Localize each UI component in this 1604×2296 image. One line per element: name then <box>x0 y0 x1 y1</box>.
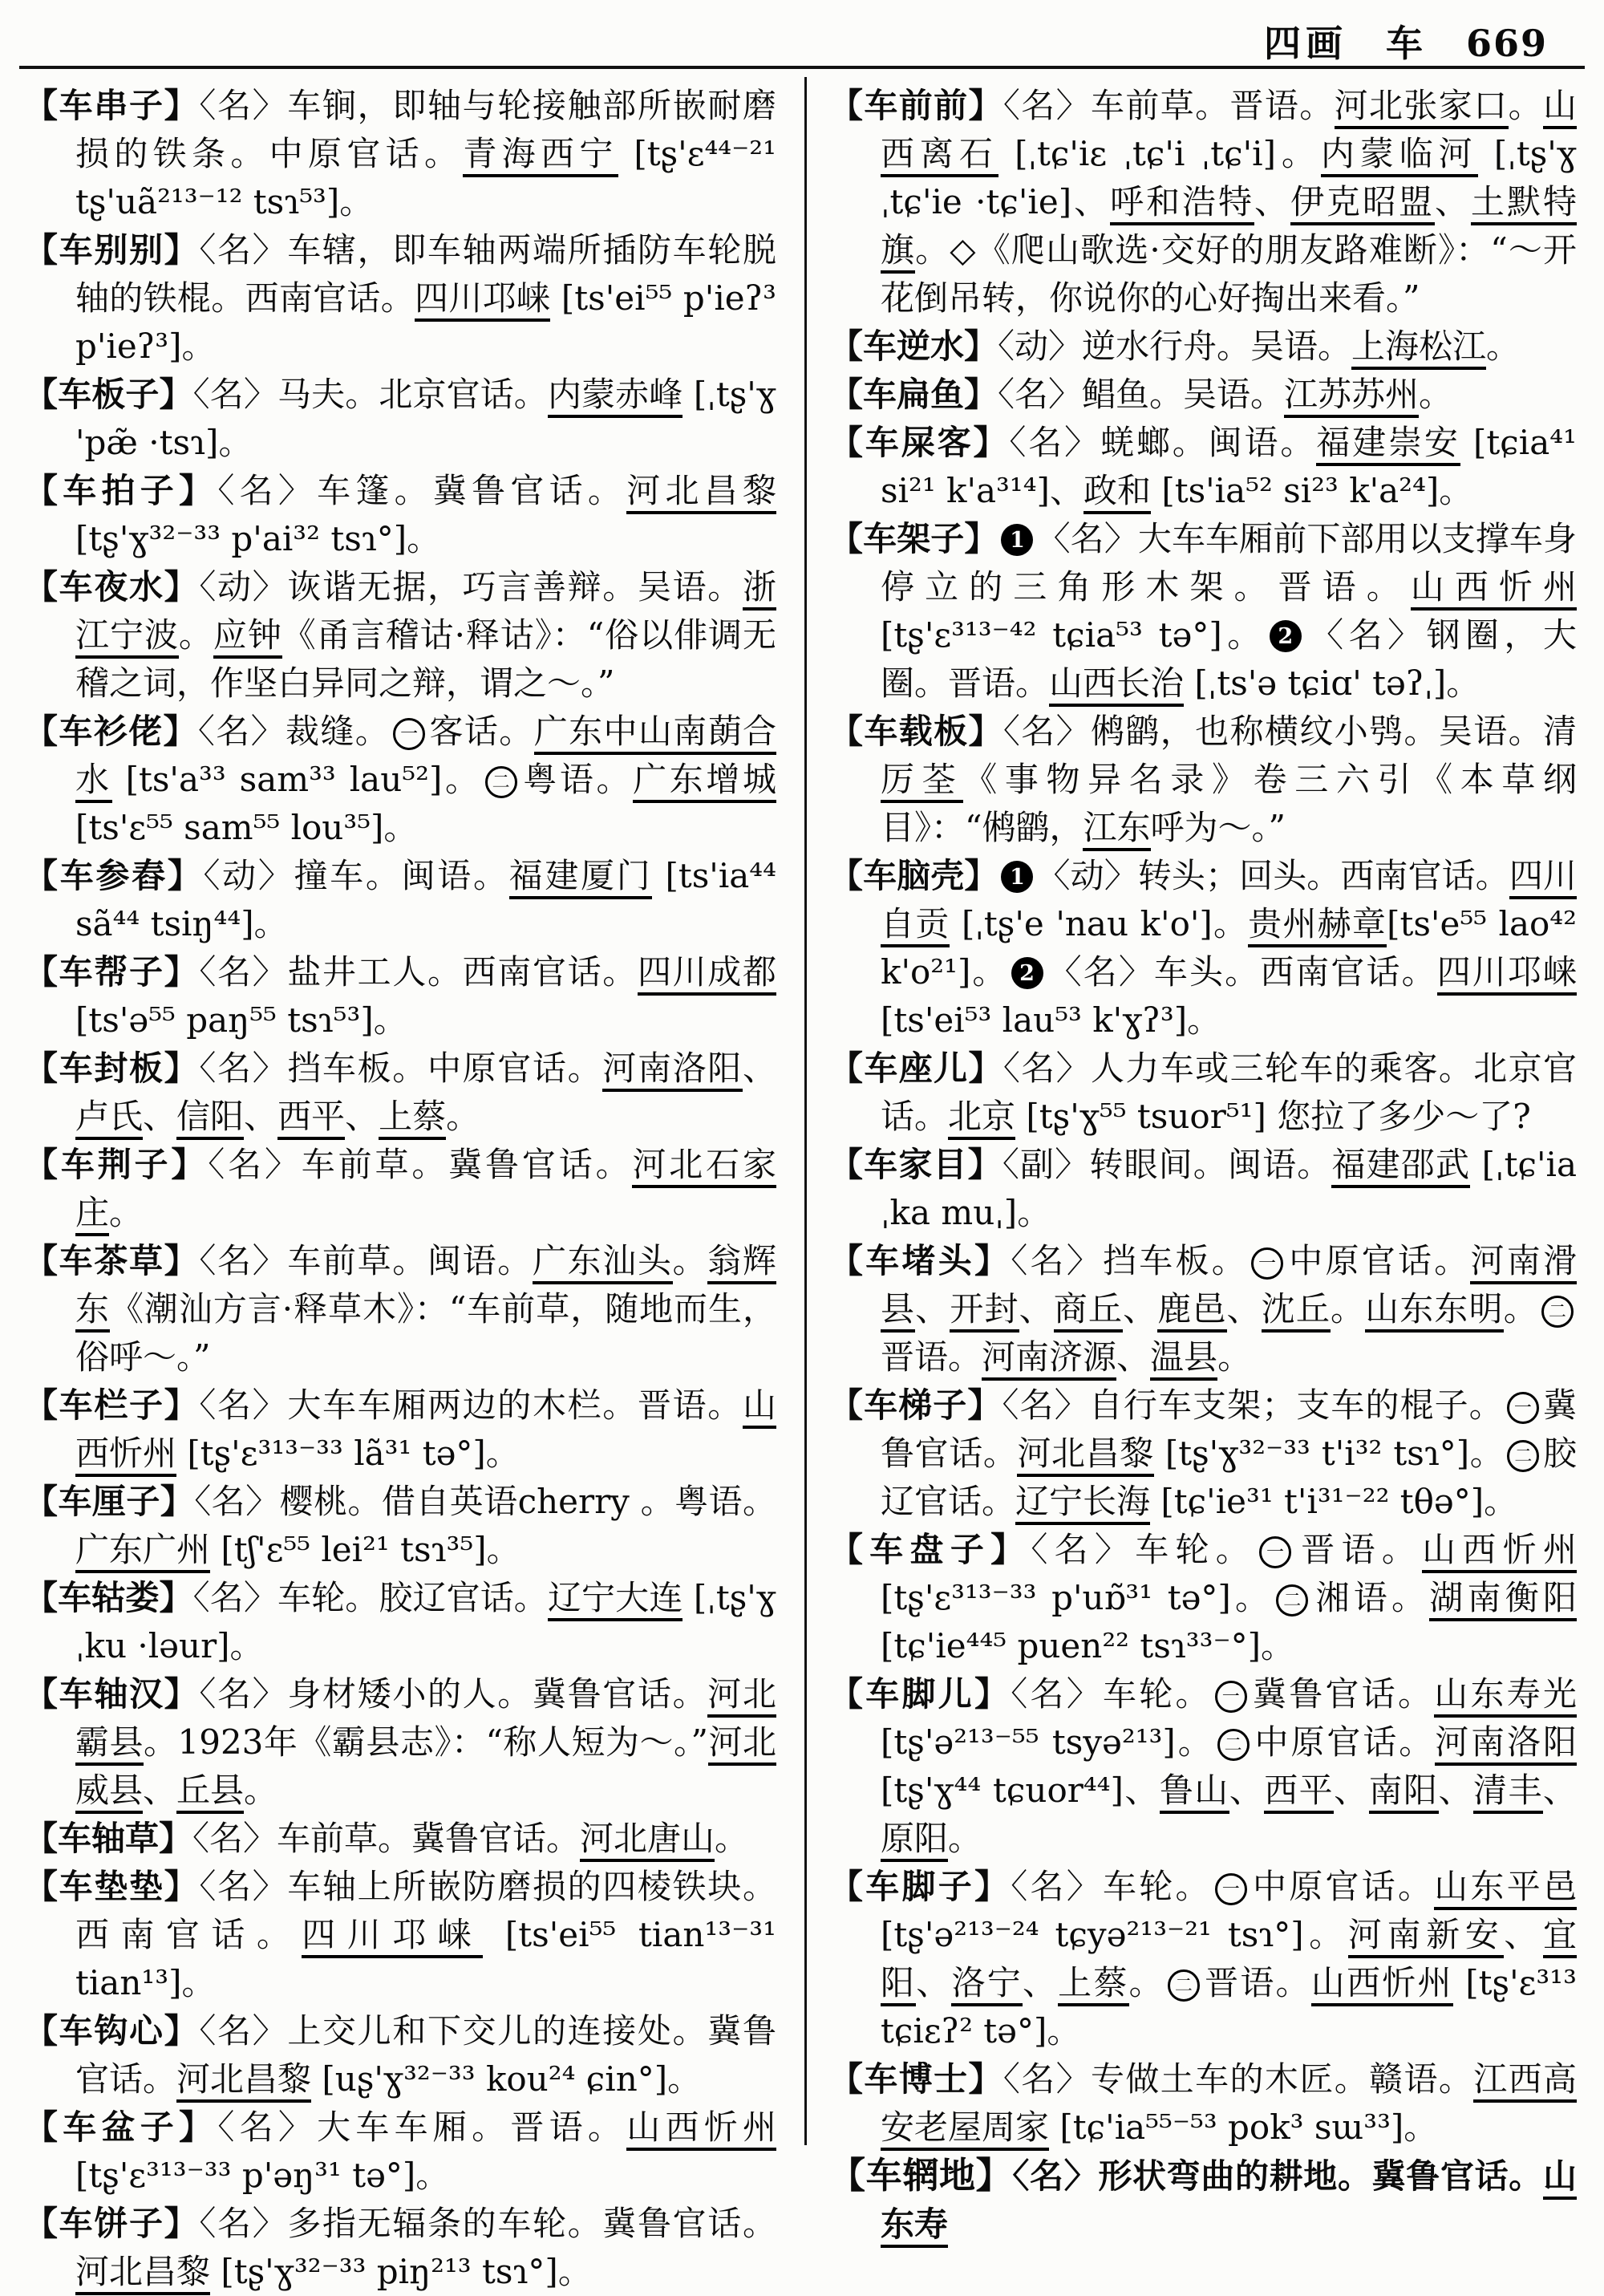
entry-text: [ˌtʂ'ɣ ˌku ·ləur]。 <box>75 1578 776 1665</box>
dict-entry <box>24 2007 776 2103</box>
entry-text: [ˌtʂ'ɣ 'pæ̃ ·tsɿ]。 <box>75 375 776 462</box>
entry-text: [ts'a³³ sam³³ lau⁵²]。 <box>111 760 482 799</box>
entry-text: 〈动〉逆水行舟。吴语。 <box>998 327 1352 366</box>
entry-headword: 【车逆水】 <box>829 327 998 366</box>
entry-text: 胶辽官话。 <box>881 1434 1577 1521</box>
dict-entry <box>24 2103 776 2200</box>
entry-text: [tʂ'ɛ³¹³⁻³³ lã³¹ tə°]。 <box>176 1434 520 1473</box>
entry-text: 、 <box>1022 1963 1059 2002</box>
place-name: 原阳 <box>881 1819 948 1862</box>
entry-text: [ˌtʂ'ɣ ˌtɕ'ie ·tɕ'ie]、 <box>881 134 1577 221</box>
entry-headword: 【车梯子】 <box>829 1385 1003 1425</box>
place-name: 卢氏 <box>75 1097 143 1140</box>
place-name: 上蔡 <box>379 1097 446 1140</box>
dict-entry <box>24 1045 776 1141</box>
dict-entry <box>24 82 776 226</box>
entry-headword: 【车夜水】 <box>24 567 200 606</box>
place-name: 青海西宁 <box>463 134 618 177</box>
entry-headword: 【车帮子】 <box>24 952 200 992</box>
entry-text: 〈名〉车轮。 <box>1031 1530 1257 1569</box>
entry-text: 〈动〉转头；回头。西南官话。 <box>1036 856 1509 895</box>
entry-text: 、 <box>1226 1289 1262 1329</box>
entry-text: 〈名〉鸺鹠，也称横纹小鸮。吴语。清 <box>1003 712 1577 751</box>
entry-text: 〈名〉车锏，即轴与轮接触部所嵌耐磨损的铁条。中原官话。 <box>75 86 776 173</box>
entry-text: 《事物异名录》卷三六引《本草纲目》：“鸺鹠， <box>881 760 1577 847</box>
dict-entry <box>24 226 776 371</box>
entry-text: [ˌts'ə tɕiɑ' təʔˌ]。 <box>1184 663 1480 703</box>
place-name: 清丰 <box>1473 1771 1543 1814</box>
entry-text: 〈名〉蜣螂。闽语。 <box>1009 423 1317 462</box>
header-character: 车 <box>1385 22 1428 65</box>
entry-text: 中原官话。 <box>1250 1867 1435 1906</box>
entry-text: 〈名〉上交儿和下交儿的连接处。冀鲁官话。 <box>75 2011 776 2099</box>
entry-text: [ts'ei⁵⁵ tian¹³⁻³¹ tian¹³]。 <box>75 1915 776 2002</box>
entry-text: 〈名〉车篷。冀鲁官话。 <box>217 471 627 510</box>
sense-number-hollow: 一 <box>1215 1873 1247 1905</box>
place-name: 山西长治 <box>1049 663 1184 707</box>
dict-entry <box>829 1045 1577 1141</box>
sense-number-hollow: 二 <box>485 766 517 798</box>
entry-text: 〈名〉钢圈，大圈。晋语。 <box>881 615 1577 703</box>
left-column <box>24 82 776 2296</box>
entry-text: 〈名〉大车车厢两边的木栏。晋语。 <box>199 1385 743 1425</box>
place-name: 鲁山 <box>1160 1771 1229 1814</box>
entry-headword: 【车座儿】 <box>829 1049 1003 1088</box>
entry-text: 、 <box>742 1049 776 1088</box>
place-name: 厉荃 <box>881 760 963 803</box>
place-name: 北京 <box>948 1097 1015 1140</box>
entry-headword: 【车板子】 <box>24 375 193 414</box>
entry-text: [tʂ'ɛ³¹³⁻³³ p'uɒ̃³¹ tə°]。 <box>881 1578 1274 1617</box>
entry-text: [ˌtɕ'iɛ ˌtɕ'i ˌtɕ'i]。 <box>998 134 1321 173</box>
place-name: 山西忻州 <box>1411 567 1577 611</box>
entry-text: 、 <box>916 1963 952 2002</box>
entry-headword: 【车堵头】 <box>829 1241 1011 1280</box>
entry-headword: 【车栏子】 <box>24 1385 200 1425</box>
entry-text: 冀鲁官话。 <box>881 1385 1577 1473</box>
entry-text: 、 <box>1504 1915 1543 1954</box>
dict-entry <box>24 1478 776 1574</box>
place-name: 伊克昭盟 <box>1290 182 1435 225</box>
entry-text: 〈名〉樱桃。借自英语cherry 。粤语。 <box>194 1482 776 1521</box>
page-number: 669 <box>1465 22 1548 65</box>
entry-text: [tʂ'ɛ³¹³⁻³³ p'əŋ³¹ tə°]。 <box>75 2156 450 2195</box>
place-name: 河北昌黎 <box>1017 1434 1153 1477</box>
entry-text: 、 <box>143 1771 177 1810</box>
entry-text: [tʂ'ɛ³¹³⁻⁴² tɕia⁵³ tə°]。 <box>881 615 1266 655</box>
place-name: 山西忻州 <box>1311 1963 1453 2006</box>
entry-text: 。◇《爬山歌选·交好的朋友路难断》：“～开花倒吊转，你说你的心好掏出来看。” <box>881 230 1577 318</box>
entry-text: [tʂ'ɣ³²⁻³³ piŋ²¹³ tsɿ°]。 <box>210 2252 592 2291</box>
entry-text: 〈名〉马夫。北京官话。 <box>192 375 548 414</box>
entry-text: 〈名〉车前草。闽语。 <box>199 1241 533 1280</box>
sense-number-hollow: 二 <box>1217 1729 1250 1761</box>
place-name: 河北昌黎 <box>626 471 776 514</box>
dict-entry <box>24 1863 776 2007</box>
entry-text: 〈名〉挡车板。中原官话。 <box>199 1049 603 1088</box>
column-divider <box>804 77 807 2145</box>
dict-entry <box>829 515 1577 708</box>
entry-headword: 【车垫垫】 <box>24 1867 200 1906</box>
place-name: 洛宁 <box>951 1963 1022 2006</box>
entry-text: 〈名〉车前草。冀鲁官话。 <box>192 1819 581 1858</box>
sense-number-filled: 1 <box>1001 861 1033 893</box>
place-name: 鹿邑 <box>1157 1289 1226 1333</box>
place-name: 商丘 <box>1054 1289 1123 1333</box>
dict-entry <box>24 852 776 948</box>
entry-headword: 【车家目】 <box>829 1145 1003 1184</box>
place-name: 南阳 <box>1369 1771 1439 1814</box>
entry-text: 。 <box>178 615 213 655</box>
entry-text: 〈动〉撞车。闽语。 <box>203 856 509 895</box>
entry-text: 晋语。 <box>1202 1963 1311 2002</box>
place-name: 河南洛阳 <box>602 1049 743 1092</box>
entry-text: 〈名〉裁缝。 <box>197 712 391 751</box>
header-radical-section: 四画 <box>1263 22 1347 65</box>
dict-entry <box>829 419 1577 515</box>
place-name: 土默特旗 <box>881 182 1577 274</box>
entry-text: [ts'ɛ⁵⁵ sam⁵⁵ lou³⁵]。 <box>75 808 418 847</box>
entry-text: [ts'ə⁵⁵ paŋ⁵⁵ tsɿ⁵³]。 <box>75 1000 407 1040</box>
entry-text: 〈名〉形状弯曲的耕地。冀鲁官话。 <box>1012 2156 1543 2196</box>
entry-headword: 【车厘子】 <box>24 1482 195 1521</box>
place-name: 应钟 <box>213 615 282 659</box>
entry-headword: 【车架子】 <box>829 519 998 558</box>
entry-text: [ˌtʂ'e 'nau k'o']。 <box>950 904 1249 943</box>
entry-headword: 【车别别】 <box>24 230 200 270</box>
entry-text: 。 <box>1419 375 1453 414</box>
entry-text: 。 <box>1508 86 1543 125</box>
dict-entry <box>24 1574 776 1670</box>
entry-text: 。 <box>672 1241 708 1280</box>
entry-headword: 【车博士】 <box>829 2059 1003 2099</box>
place-name: 沈丘 <box>1262 1289 1331 1333</box>
place-name: 山东平邑 <box>1434 1867 1577 1910</box>
place-name: 浙江宁波 <box>75 567 776 659</box>
entry-text: 〈副〉转眼间。闽语。 <box>1002 1145 1332 1184</box>
entry-text: 〈名〉鲳鱼。吴语。 <box>998 375 1285 414</box>
place-name: 四川邛崃 <box>415 278 550 322</box>
entry-headword: 【车盘子】 <box>829 1530 1031 1569</box>
entry-text: 《潮汕方言·释草木》：“车前草，随地而生，俗呼～。” <box>75 1289 776 1377</box>
entry-text: 〈名〉车轮。 <box>1011 1674 1212 1714</box>
place-name: 开封 <box>950 1289 1019 1333</box>
dict-entry <box>24 1670 776 1815</box>
place-name: 山西忻州 <box>75 1385 776 1477</box>
entry-text: 。 <box>1128 1963 1165 2002</box>
place-name: 辽宁长海 <box>1015 1482 1150 1525</box>
entry-text: 、 <box>244 1097 278 1136</box>
entry-text: [ts'ia⁴⁴ sã⁴⁴ tsiŋ⁴⁴]。 <box>75 856 776 943</box>
entry-text: 呼为～。” <box>1150 808 1286 847</box>
entry-headword: 【车脚子】 <box>829 1867 1011 1906</box>
dict-entry <box>829 2055 1577 2152</box>
entry-headword: 【车轴汉】 <box>24 1674 200 1714</box>
dict-entry <box>829 708 1577 852</box>
entry-text: 。 <box>109 1193 144 1232</box>
entry-text: 、 <box>1434 182 1471 221</box>
place-name: 山东寿光 <box>1434 1674 1577 1718</box>
sense-number-hollow: 一 <box>1507 1392 1539 1424</box>
entry-text: 、 <box>345 1097 379 1136</box>
place-name: 广东汕头 <box>533 1241 673 1284</box>
place-name: 河北石家庄 <box>75 1145 776 1236</box>
place-name: 河南滑县 <box>881 1241 1577 1333</box>
entry-text: 〈名〉车辖，即车轴两端所插防车轮脱轴的铁棍。西南官话。 <box>75 230 776 318</box>
right-column <box>829 82 1577 2249</box>
entry-text: 〈名〉车前草。冀鲁官话。 <box>208 1145 633 1184</box>
dict-entry <box>24 1381 776 1478</box>
dict-entry <box>829 371 1577 419</box>
entry-text: 〈名〉身材矮小的人。冀鲁官话。 <box>199 1674 708 1714</box>
place-name: 江东 <box>1083 808 1150 851</box>
place-name: 山东寿 <box>881 2156 1577 2248</box>
header-rule <box>19 66 1585 69</box>
place-name: 福建崇安 <box>1316 423 1460 466</box>
entry-text: 、 <box>1438 1771 1473 1810</box>
entry-text: 〈名〉人力车或三轮车的乘客。北京官话。 <box>881 1049 1577 1136</box>
place-name: 贵州赫章 <box>1248 904 1387 947</box>
sense-number-hollow: 一 <box>1215 1681 1247 1713</box>
entry-text: 湘语。 <box>1311 1578 1430 1617</box>
place-name: 山西忻州 <box>1422 1530 1577 1573</box>
entry-text: 〈名〉多指无辐条的车轮。冀鲁官话。 <box>199 2204 776 2243</box>
entry-text: 〈名〉专做土车的木匠。赣语。 <box>1003 2059 1474 2099</box>
place-name: 河北昌黎 <box>176 2059 311 2103</box>
entry-text: 晋语。 <box>881 1337 982 1377</box>
sense-number-hollow: 一 <box>1259 1536 1291 1568</box>
sense-number-filled: 1 <box>1001 524 1033 556</box>
entry-text: 、 <box>1123 1289 1158 1329</box>
entry-text: [tɕ'ie⁴⁴⁵ puen²² tsɿ³³⁻°]。 <box>881 1626 1295 1665</box>
sense-number-hollow: 二 <box>1276 1584 1308 1617</box>
entry-text: [tɕ'ia⁵⁵⁻⁵³ pok³ sɯ³³]。 <box>1049 2107 1438 2147</box>
entry-text: [tɕ'ie³¹ t'i³¹⁻²² tθə°]。 <box>1150 1482 1518 1521</box>
dict-entry <box>829 852 1577 1045</box>
place-name: 辽宁大连 <box>548 1578 683 1621</box>
entry-text: 晋语。 <box>1294 1530 1423 1569</box>
entry-headword: 【车扁鱼】 <box>829 375 998 414</box>
place-name: 湖南衡阳 <box>1429 1578 1577 1621</box>
place-name: 宜阳 <box>881 1915 1577 2006</box>
entry-text: 、 <box>1254 182 1291 221</box>
dict-entry <box>24 2200 776 2296</box>
entry-text: [tʂ'ɣ⁴⁴ tɕuor⁴⁴]、 <box>881 1771 1160 1810</box>
entry-headword: 【车荆子】 <box>24 1145 209 1184</box>
sense-number-hollow: 一 <box>1251 1247 1283 1280</box>
place-name: 上蔡 <box>1058 1963 1128 2006</box>
place-name: 广东广州 <box>75 1530 210 1573</box>
dict-entry <box>829 322 1577 371</box>
entry-headword: 【车衫佬】 <box>24 712 198 751</box>
place-name: 呼和浩特 <box>1110 182 1254 225</box>
place-name: 西平 <box>277 1097 345 1140</box>
entry-text: [tʂ'ə²¹³⁻⁵⁵ tsyə²¹³]。 <box>881 1722 1214 1762</box>
entry-text: 。 <box>1217 1337 1252 1377</box>
entry-text: [tʂ'ɛ⁴⁴⁻²¹ tʂ'uã²¹³⁻¹² tsɿ⁵³]。 <box>75 134 776 221</box>
entry-text: 客话。 <box>428 712 534 751</box>
entry-text: 。 <box>244 1771 278 1810</box>
entry-headword: 【车轱娄】 <box>24 1578 193 1617</box>
place-name: 河北霸县 <box>75 1674 776 1766</box>
entry-text: 。1923年《霸县志》：“称人短为～。” <box>144 1722 708 1762</box>
place-name: 信阳 <box>176 1097 244 1140</box>
sense-number-hollow: 二 <box>1541 1296 1574 1328</box>
place-name: 山东东明 <box>1365 1289 1504 1333</box>
entry-text: 中原官话。 <box>1286 1241 1471 1280</box>
entry-text: 、 <box>1116 1337 1151 1377</box>
entry-headword: 【车盆子】 <box>24 2107 218 2147</box>
dict-entry <box>829 1381 1577 1526</box>
entry-text: [ˌtɕ'ia ˌka muˌ]。 <box>881 1145 1577 1232</box>
sense-number-filled: 2 <box>1011 957 1043 989</box>
entry-headword: 【车参舂】 <box>24 856 204 895</box>
place-name: 福建邵武 <box>1331 1145 1470 1188</box>
place-name: 广东增城 <box>633 760 776 803</box>
place-name: 河北张家口 <box>1335 86 1509 129</box>
entry-headword: 【车茶草】 <box>24 1241 200 1280</box>
entry-text: 。 <box>715 1819 749 1858</box>
entry-text: 冀鲁官话。 <box>1250 1674 1435 1714</box>
entry-text: 〈名〉大车车厢。晋语。 <box>217 2107 627 2147</box>
place-name: 河北唐山 <box>580 1819 715 1862</box>
entry-text: [tʂ'ɣ³²⁻³³ t'i³² tsɿ°]。 <box>1153 1434 1505 1473</box>
place-name: 河南新安 <box>1348 1915 1504 1958</box>
dict-entry <box>24 948 776 1045</box>
dict-entry <box>24 708 776 852</box>
dict-entry <box>24 1815 776 1863</box>
place-name: 福建厦门 <box>509 856 653 899</box>
entry-text: 《甬言稽诂·释诂》：“俗以俳调无稽之词，作坚白异同之辩，谓之～。” <box>75 615 776 703</box>
place-name: 广东中山南蓢合水 <box>75 712 776 803</box>
place-name: 江西高安老屋周家 <box>881 2059 1577 2151</box>
place-name: 山西离石 <box>881 86 1577 177</box>
entry-text: 〈名〉车轮。胶辽官话。 <box>192 1578 548 1617</box>
entry-headword: 【车载板】 <box>829 712 1003 751</box>
place-name: 河北威县 <box>75 1722 776 1814</box>
entry-text: 。 <box>446 1097 480 1136</box>
entry-text: 粤语。 <box>520 760 634 799</box>
place-name: 丘县 <box>176 1771 244 1814</box>
entry-text: [tʂ'ə²¹³⁻²⁴ tɕyə²¹³⁻²¹ tsɿ°]。 <box>881 1915 1348 1954</box>
entry-text: [ts'ei⁵⁵ p'ieʔ³ p'ieʔ³]。 <box>75 278 776 366</box>
place-name: 河北昌黎 <box>75 2252 210 2295</box>
dict-entry <box>829 1526 1577 1670</box>
sense-number-hollow: 二 <box>1168 1969 1200 2002</box>
entry-text: 〈名〉自行车支架；支车的棍子。 <box>1002 1385 1504 1425</box>
dict-entry <box>24 1237 776 1381</box>
entry-text: 〈名〉车轴上所嵌防磨损的四棱铁块。西南官话。 <box>75 1867 776 1954</box>
entry-headword: 【车饼子】 <box>24 2204 200 2243</box>
entry-text: 〈名〉盐井工人。西南官话。 <box>199 952 638 992</box>
place-name: 西平 <box>1264 1771 1334 1814</box>
entry-text: 。 <box>1486 327 1521 366</box>
entry-text: [uʂ'ɣ³²⁻³³ kou²⁴ ɕin°]。 <box>311 2059 702 2099</box>
dict-entry <box>829 1863 1577 2055</box>
entry-text: 〈名〉大车车厢前下部用以支撑车身停立的三角形木架。晋语。 <box>881 519 1577 606</box>
entry-headword: 【车串子】 <box>24 86 200 125</box>
place-name: 政和 <box>1084 471 1151 514</box>
entry-text: 〈名〉车头。西南官话。 <box>1046 952 1437 992</box>
entry-text: [ts'ia⁵² si²³ k'a²⁴]。 <box>1150 471 1473 510</box>
place-name: 上海松江 <box>1351 327 1486 370</box>
place-name: 河南济源 <box>982 1337 1116 1381</box>
entry-text: 〈名〉车轮。 <box>1011 1867 1212 1906</box>
entry-text: 。 <box>1330 1289 1366 1329</box>
place-name: 山西忻州 <box>626 2107 776 2151</box>
place-name: 内蒙赤峰 <box>548 375 683 418</box>
entry-text: 〈名〉车前草。晋语。 <box>1003 86 1335 125</box>
sense-number-filled: 2 <box>1270 620 1302 652</box>
entry-text: 〈名〉挡车板。 <box>1011 1241 1248 1280</box>
entry-headword: 【车脑壳】 <box>829 856 998 895</box>
entry-text: [tʂ'ɣ⁵⁵ tsuor⁵¹] 您拉了多少～了? <box>1015 1097 1531 1136</box>
place-name: 河南洛阳 <box>1435 1722 1577 1766</box>
dict-entry <box>829 82 1577 322</box>
place-name: 温县 <box>1150 1337 1217 1381</box>
entry-text: 〈动〉诙谐无据，巧言善辩。吴语。 <box>199 567 743 606</box>
entry-text: 。 <box>948 1819 982 1858</box>
entry-text: 、 <box>143 1097 177 1136</box>
entry-text: 、 <box>1019 1289 1054 1329</box>
place-name: 四川自贡 <box>881 856 1577 947</box>
entry-text: 、 <box>1229 1771 1265 1810</box>
entry-headword: 【车辋地】 <box>829 2154 1013 2197</box>
dict-entry <box>24 1141 776 1237</box>
entry-text: [tʃ'ɛ⁵⁵ lei²¹ tsɿ³⁵]。 <box>210 1530 520 1569</box>
entry-text: [tʂ'ɛ³¹³ tɕiɛʔ² tə°]。 <box>881 1963 1577 2051</box>
entry-headword: 【车前前】 <box>829 86 1003 125</box>
place-name: 四川成都 <box>638 952 776 996</box>
dict-entry <box>829 1670 1577 1863</box>
entry-headword: 【车拍子】 <box>24 471 218 510</box>
entry-headword: 【车轴草】 <box>24 1819 193 1858</box>
entry-headword: 【车钩心】 <box>24 2011 200 2051</box>
dict-entry <box>829 1141 1577 1237</box>
dict-entry <box>829 1237 1577 1381</box>
page-header <box>1264 14 1548 67</box>
entry-headword: 【车屎客】 <box>829 423 1010 462</box>
place-name: 内蒙临河 <box>1321 134 1478 177</box>
sense-number-hollow: 一 <box>393 718 425 750</box>
entry-text: [ts'e⁵⁵ lao⁴² k'o²¹]。 <box>881 904 1577 992</box>
entry-text: 、 <box>1542 1771 1577 1810</box>
entry-headword: 【车封板】 <box>24 1049 200 1088</box>
entry-text: 中原官话。 <box>1252 1722 1436 1762</box>
entry-text: 、 <box>915 1289 950 1329</box>
sense-number-hollow: 二 <box>1507 1440 1539 1472</box>
dict-entry <box>24 563 776 708</box>
entry-text: [tʂ'ɣ³²⁻³³ p'ai³² tsɿ°]。 <box>75 519 441 558</box>
place-name: 四川邛崃 <box>1437 952 1577 996</box>
entry-headword: 【车脚儿】 <box>829 1674 1011 1714</box>
place-name: 翁辉东 <box>75 1241 776 1333</box>
entry-text: [tɕia⁴¹ si²¹ k'a³¹⁴]、 <box>881 423 1577 510</box>
dict-entry <box>829 2152 1577 2249</box>
place-name: 江苏苏州 <box>1284 375 1419 418</box>
dict-entry <box>24 371 776 467</box>
entry-text: 。 <box>1503 1289 1538 1329</box>
place-name: 四川邛崃 <box>302 1915 483 1958</box>
dict-entry <box>24 467 776 563</box>
entry-text: 、 <box>1334 1771 1369 1810</box>
entry-text: [ts'ei⁵³ lau⁵³ k'ɣʔ³]。 <box>881 1000 1221 1040</box>
